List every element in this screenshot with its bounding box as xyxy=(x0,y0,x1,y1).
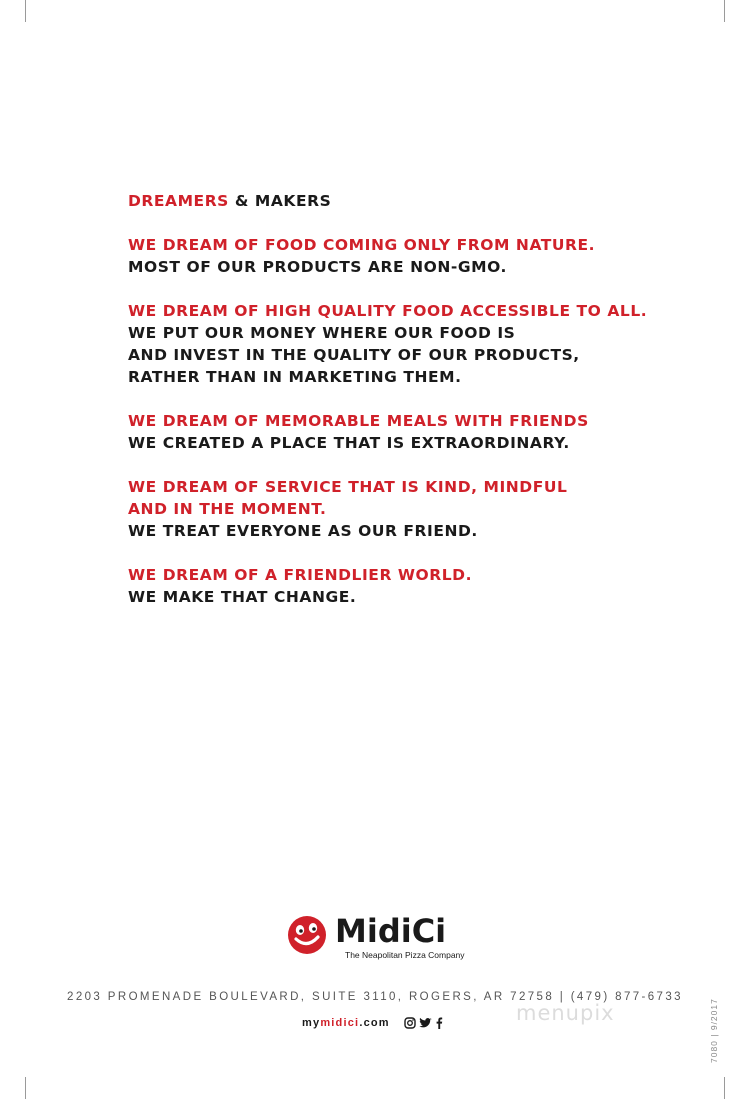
smiley-face-icon xyxy=(287,915,327,955)
dream-line: WE DREAM OF SERVICE THAT IS KIND, MINDFUL xyxy=(128,478,568,496)
dream-line: WE DREAM OF A FRIENDLIER WORLD. xyxy=(128,566,473,584)
action-line: MOST OF OUR PRODUCTS ARE NON-GMO. xyxy=(128,258,507,276)
dream-line: AND IN THE MOMENT. xyxy=(128,500,327,518)
action-line: RATHER THAN IN MARKETING THEM. xyxy=(128,368,462,386)
dream-line: WE DREAM OF MEMORABLE MEALS WITH FRIENDS xyxy=(128,412,589,430)
action-line: WE PUT OUR MONEY WHERE OUR FOOD IS xyxy=(128,324,516,342)
brand-name: MidiCi xyxy=(335,912,447,950)
website-link[interactable] xyxy=(302,1017,390,1029)
dream-line: WE DREAM OF HIGH QUALITY FOOD ACCESSIBLE TO ALL. xyxy=(128,302,648,320)
facebook-icon[interactable] xyxy=(435,1014,443,1033)
menupix-watermark: menupix xyxy=(516,1001,615,1025)
website-prefix: my xyxy=(302,1017,321,1029)
action-line: AND INVEST IN THE QUALITY OF OUR PRODUCTS, xyxy=(128,346,580,364)
title-makers: & MAKERS xyxy=(234,192,332,210)
instagram-icon[interactable] xyxy=(404,1014,416,1033)
print-code: 7080 | 9/2017 xyxy=(709,998,719,1063)
website-brand: midici xyxy=(320,1017,360,1029)
manifesto-block xyxy=(128,476,688,542)
website-suffix: .com xyxy=(359,1017,390,1029)
action-line: WE MAKE THAT CHANGE. xyxy=(128,588,357,606)
dream-line: WE DREAM OF FOOD COMING ONLY FROM NATURE. xyxy=(128,236,596,254)
brand-tagline: The Neapolitan Pizza Company xyxy=(345,950,465,960)
address-phone: 2203 PROMENADE BOULEVARD, SUITE 3110, ROGERS, AR 72758 | (479) 877-6733 xyxy=(67,991,683,1003)
crop-mark xyxy=(724,1077,725,1099)
crop-mark xyxy=(724,0,725,22)
action-line: WE TREAT EVERYONE AS OUR FRIEND. xyxy=(128,522,478,540)
midici-logo xyxy=(287,912,467,962)
page-title xyxy=(128,190,688,212)
manifesto-block xyxy=(128,564,688,608)
twitter-icon[interactable] xyxy=(419,1014,432,1033)
crop-mark xyxy=(25,1077,26,1099)
manifesto-block xyxy=(128,300,688,388)
web-social-row xyxy=(302,1014,443,1032)
action-line: WE CREATED A PLACE THAT IS EXTRAORDINARY. xyxy=(128,434,570,452)
manifesto-block xyxy=(128,234,688,278)
manifesto-block xyxy=(128,410,688,454)
manifesto xyxy=(128,190,688,630)
social-icons xyxy=(404,1014,443,1033)
crop-mark xyxy=(25,0,26,22)
title-dreamers: DREAMERS xyxy=(128,192,229,210)
